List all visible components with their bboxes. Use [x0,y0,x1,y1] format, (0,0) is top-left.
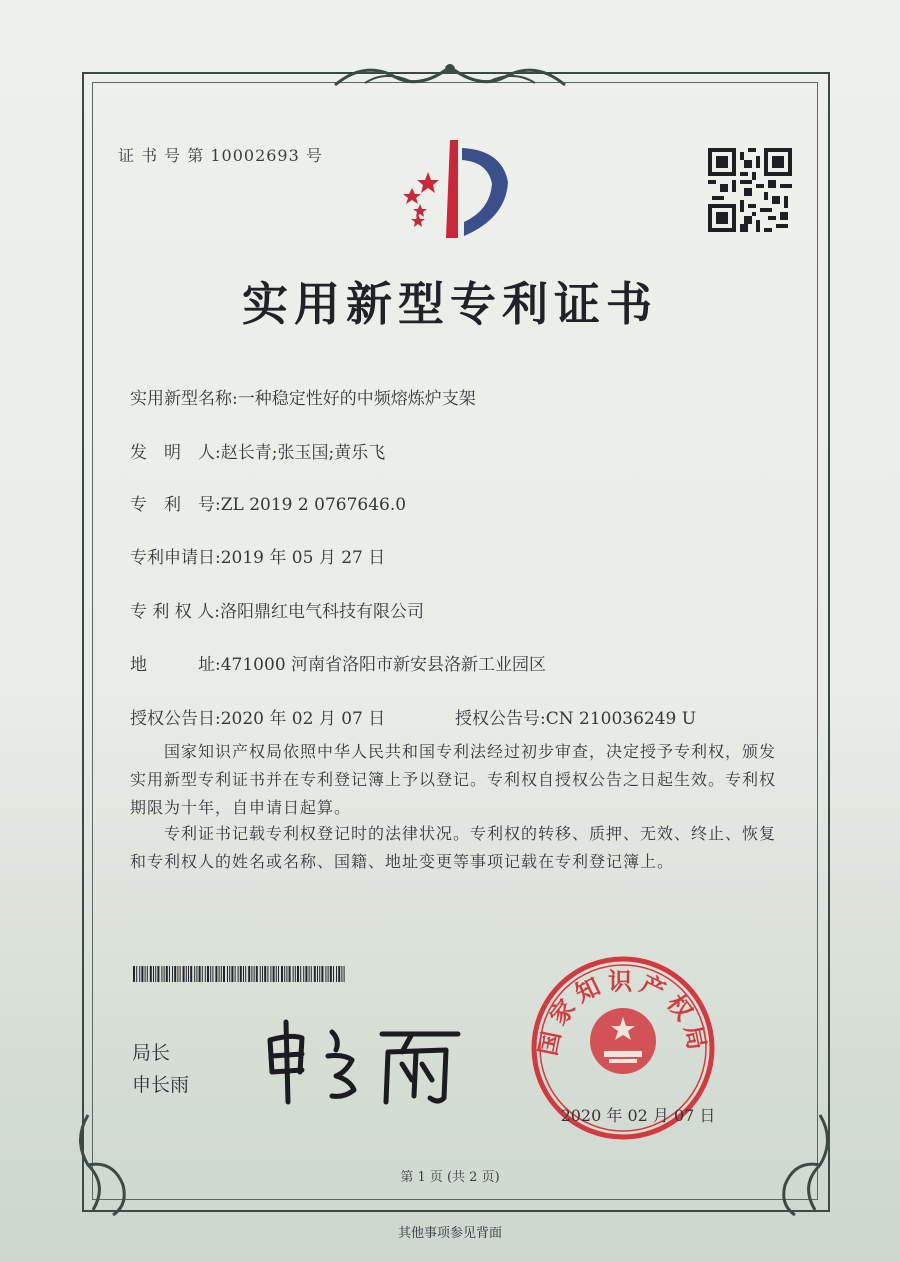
field-label: 实用新型名称: [130,389,238,409]
field-value: 赵长青;张玉国;黄乐飞 [220,443,386,463]
barcode [133,966,347,982]
qr-code [708,148,792,232]
field-label: 专利申请日: [130,548,221,568]
field-label: 专 利 号: [130,495,221,515]
field-inventor [130,438,385,463]
field-value: 洛阳鼎红电气科技有限公司 [219,602,424,622]
field-value: 一种稳定性好的中频熔炼炉支架 [237,389,476,409]
field-value: CN 210036249 U [545,709,697,729]
field-value: 471000 河南省洛阳市新安县洛新工业园区 [220,655,547,675]
field-filing-date [130,543,385,568]
field-value: 2020 年 02 月 07 日 [220,709,386,729]
field-label: 授权公告日: [130,709,221,729]
field-patentee [130,597,424,622]
field-label: 授权公告号: [455,709,546,729]
certificate-number: 证 书 号 第 10002693 号 [118,146,323,165]
field-grant-number [455,704,696,729]
top-ornament [325,55,575,95]
field-label: 发 明 人: [130,443,221,463]
director-title: 局长 [132,1042,171,1064]
legal-status-paragraph: 专利证书记载专利权登记时的法律状况。专利权的转移、质押、无效、终止、恢复和专利权人的姓名或名称、国籍、地址变更等事项记载在专利登记簿上。 [130,824,777,871]
field-patent-number [130,490,406,515]
field-address [130,650,546,675]
field-label: 地 址: [130,655,221,675]
director-signature [262,1010,462,1110]
field-utility-name [130,384,476,409]
grant-statement-paragraph: 国家知识产权局依照中华人民共和国专利法经过初步审查，决定授予专利权，颁发实用新型专利证书并在专利登记簿上予以登记。专利权自授权公告之日起生效。专利权期限为十年，自申请日起算。 [130,742,777,817]
bottom-left-ornament [68,1110,148,1220]
page-number: 第 1 页 (共 2 页) [400,1170,500,1185]
seal-text: 国家知识产权局 [533,967,713,1058]
field-value: ZL 2019 2 0767646.0 [220,495,407,515]
field-value: 2019 年 05 月 27 日 [220,548,386,568]
cnipa-logo [390,130,530,240]
certificate-title: 实用新型专利证书 [242,277,658,331]
director-name: 申长雨 [132,1074,190,1096]
field-grant-date [130,704,385,729]
seal-date: 2020 年 02 月 07 日 [560,1106,716,1125]
back-side-note: 其他事项参见背面 [397,1226,502,1241]
bottom-right-ornament [760,1110,840,1220]
field-label: 专 利 权 人: [130,602,220,622]
